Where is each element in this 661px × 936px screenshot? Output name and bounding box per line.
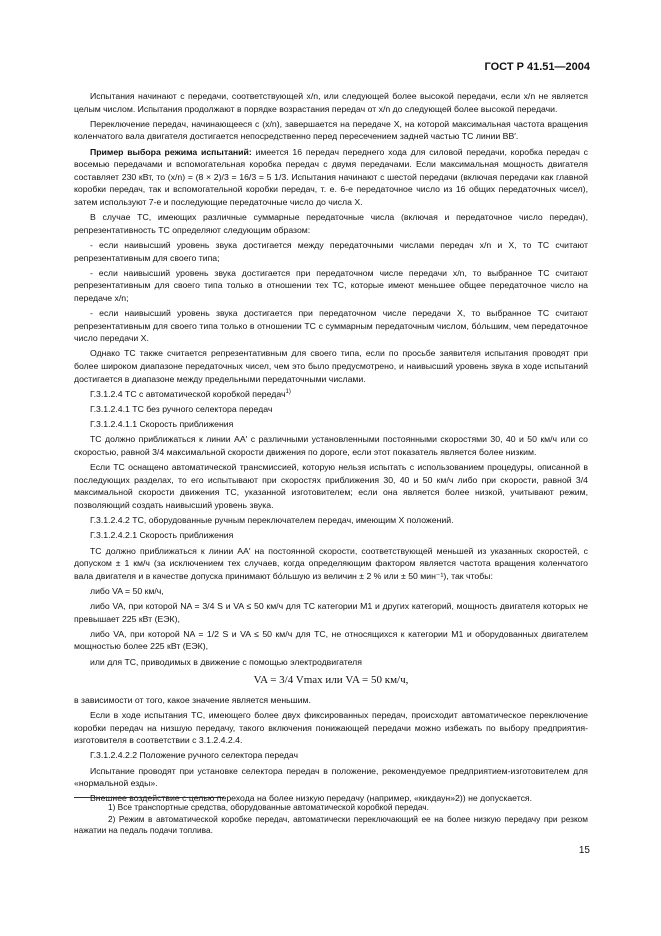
paragraph-7: Если ТС оснащено автоматической трансмиссией, которую нельзя испытать с использованием процедуры, описанной в последующих разделах, то его испытывают при скоростях приближения 30, 40 и 50 км/ч либо при скорости, равной 3/4 максимальной скорости движения ТС, указанной изготовителем; если она является более низкой, учитывают режим, позволяющий создать наивысший уровень звука. bbox=[74, 462, 588, 510]
paragraph-12: Внешнее воздействие с целью перехода на более низкую передачу (например, «кикдаун»2)) не допускается. bbox=[90, 793, 533, 804]
speed-option-2: либо VA, при которой NA = 3/4 S и VA ≤ 50 км/ч для ТС категории M1 и других категорий, мощность двигателя которых не превышает 225 кВт (ЕЭК), bbox=[74, 601, 588, 624]
dash-item-2: - если наивысший уровень звука достигается при передаточном числе передачи x/n, то выбранное ТС считают репрезентативным для своего типа только в отношении тех ТС, которые имеют меньшее общее передаточное число на передаче x/n; bbox=[74, 267, 588, 303]
example-text: имеется 16 передач переднего хода для силовой передачи, коробка передач с восемью передачами и вспомогательная коробка передач с двумя передачами. Если максимальная мощность двигателя составляет 230 кВт, то (x/n) = (8 × 2)/3 = 16/3 = 5 1/3. Испытания начинают с шестой передачи (включая передачи как главной коробки передач, так и вспомогательной коробки передач, т. е. 6-е передаточное число из 16 общих передаточных чисел), затем используют 7-е и последующие передаточные число до числа X. bbox=[74, 146, 588, 207]
dash-item-3: - если наивысший уровень звука достигается при передаточном числе передачи X, то выбранное ТС считают репрезентативным для своего типа только в отношении ТС с суммарным передаточным числом, бо́льшим, чем передаточное число передачи X. bbox=[74, 308, 588, 344]
speed-option-1: либо VA = 50 км/ч, bbox=[90, 585, 164, 596]
page-number: 15 bbox=[578, 845, 590, 856]
section-g312411: Г.3.1.2.4.1.1 Скорость приближения bbox=[90, 419, 234, 430]
section-g31242: Г.3.1.2.4.2 ТС, оборудованные ручным переключателем передач, имеющим X положений. bbox=[90, 515, 454, 526]
page-body bbox=[74, 90, 588, 808]
speed-option-4: или для ТС, приводимых в движение с помощью электродвигателя bbox=[90, 656, 362, 667]
paragraph-4: В случае ТС, имеющих различные суммарные передаточные числа (включая и передаточное число передач), репрезентативность ТС определяют следующим образом: bbox=[74, 212, 588, 235]
paragraph-9: в зависимости от того, какое значение является меньшим. bbox=[74, 694, 311, 705]
footnote-ref-1: 1) bbox=[285, 388, 291, 395]
paragraph-10: Если в ходе испытания ТС, имеющего более двух фиксированных передач, происходит автоматическое переключение коробки передач на низшую передачу, такого включения понижающей передачи можно избежать по выбору предприятия-изготовителя в соответствии с 3.1.2.4.2.4. bbox=[74, 710, 588, 746]
paragraph-5: Однако ТС также считается репрезентативным для своего типа, если по просьбе заявителя испытания проводят при более широком диапазоне передаточных чисел, чем это было предусмотрено, и наивысший уровень звука в ходе испытаний достигается в диапазоне между предельными передаточными числами. bbox=[74, 348, 588, 384]
paragraph-8: ТС должно приближаться к линии AA′ на постоянной скорости, соответствующей меньшей из указанных скоростей, с допуском ± 1 км/ч (за исключением тех случаев, когда определяющим фактором является частота вращения коленчатого вала двигателя и в качестве допуска принимают бо́льшую из величин ± 2 % или ± 50 мин⁻¹), так чтобы: bbox=[74, 545, 588, 581]
section-g312422: Г.3.1.2.4.2.2 Положение ручного селектора передач bbox=[90, 750, 299, 761]
footnotes bbox=[74, 802, 588, 838]
paragraph-1: Испытания начинают с передачи, соответствующей x/n, или следующей более высокой передачи, если x/n не является целым числом. Испытания продолжают в порядке возрастания передач от x/n до следующей более высокой передачи. bbox=[74, 91, 588, 114]
section-g3124-title: Г.3.1.2.4 ТС с автоматической коробкой передач bbox=[90, 388, 286, 399]
footnote-divider bbox=[74, 797, 224, 798]
example-heading: Пример выбора режима испытаний: bbox=[90, 146, 252, 157]
paragraph-example bbox=[74, 146, 588, 209]
document-code: ГОСТ Р 41.51—2004 bbox=[484, 61, 590, 73]
footnote-1: 1) Все транспортные средства, оборудованные автоматической коробкой передач. bbox=[108, 802, 429, 812]
section-g312421: Г.3.1.2.4.2.1 Скорость приближения bbox=[90, 530, 234, 541]
paragraph-11: Испытание проводят при установке селектора передач в положение, рекомендуемое предприятием-изготовителем для «нормальной езды». bbox=[74, 765, 588, 789]
paragraph-6: ТС должно приближаться к линии AA′ с различными установленными постоянными скоростями 30, 40 и 50 км/ч или со скоростью, равной 3/4 максимальной скорости движения по дороге, если этот показатель является более низким. bbox=[74, 434, 588, 457]
speed-option-3: либо VA, при которой NA = 1/2 S и VA ≤ 50 км/ч для ТС, не относящихся к категории M1 и оборудованных двигателем мощностью более 225 кВт (ЕЭК), bbox=[74, 628, 588, 652]
formula-electric: VA = 3/4 Vmax или VA = 50 км/ч, bbox=[253, 674, 409, 687]
dash-item-1: - если наивысший уровень звука достигается между передаточными числами передач x/n и X, то ТС считают репрезентативным для своего типа; bbox=[74, 239, 588, 263]
footnote-2: 2) Режим в автоматической коробке передач, автоматически переключающий ее на более низкую передачу при резком нажатии на педаль подачи топлива. bbox=[74, 814, 588, 836]
paragraph-2: Переключение передач, начинающееся с (x/n), завершается на передаче X, на которой максимальная частота вращения коленчатого вала двигателя достигается непосредственно перед пересечением задней частью ТС линии BB′. bbox=[74, 118, 588, 142]
section-g31241: Г.3.1.2.4.1 ТС без ручного селектора передач bbox=[90, 404, 273, 414]
section-g3124 bbox=[74, 388, 588, 401]
